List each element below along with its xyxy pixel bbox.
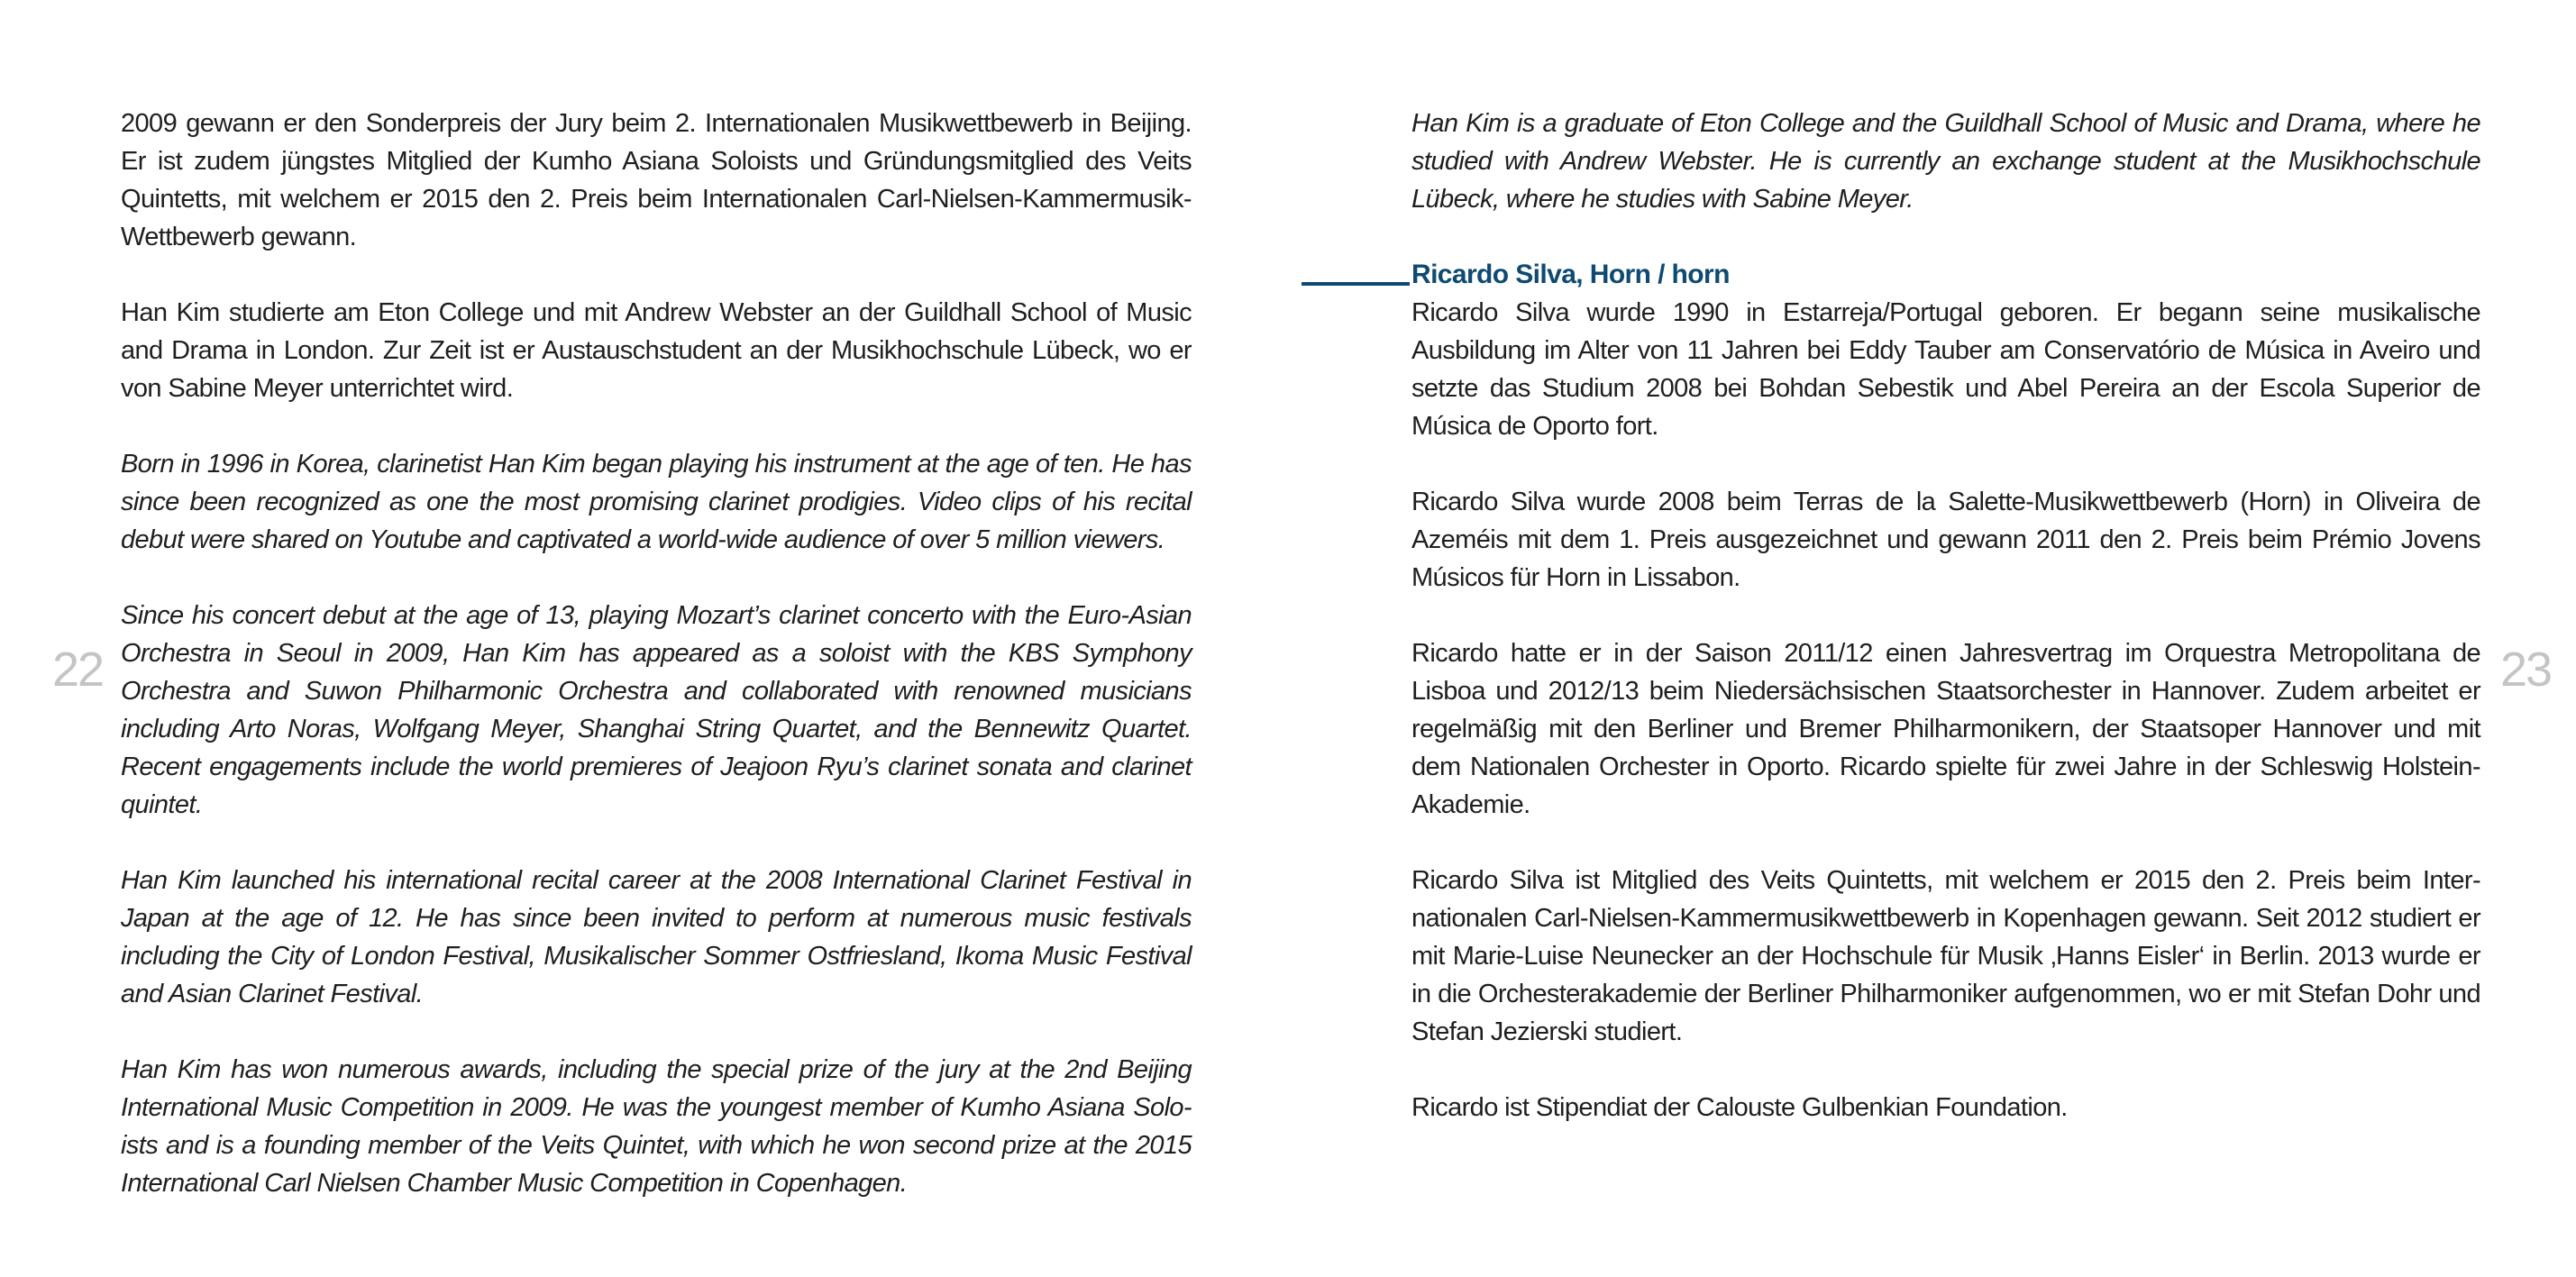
page-number-left: 22 [52,643,104,697]
paragraph: Ricardo Silva wurde 1990 in Estarreja/Portugal geboren. Er begann seine musikalische Ausbildung im Alter von 11 Jahren bei Eddy Tauber am Conservatório de Música in Aveiro und setzte das Studium 2008 bei Bohdan Sebestik und Abel Pereira an der Escola Superior de Música de Oporto fort. [1411,298,2480,441]
section-heading: Ricardo Silva, Horn / horn [1411,260,1730,289]
paragraph: 2009 gewann er den Sonderpreis der Jury beim 2. Internationalen Musikwettbewerb in Beijing. Er ist zudem jüngstes Mitglied der Kumho Asiana Soloists und Gründungsmitglied des Veits Quintetts, mit welchem er 2015 den 2. Preis beim Internationalen Carl-Nielsen-Kammermusik-Wettbewerb gewann. [121,109,1192,251]
paragraph: Ricardo Silva wurde 2008 beim Terras de la Salette-Musikwettbewerb (Horn) in Oliveira de Azeméis mit dem 1. Preis ausgezeichnet und gewann 2011 den 2. Preis beim Prémio Jovens Músicos für Horn in Lissabon. [1411,488,2480,592]
left-page-column [121,105,1192,1240]
paragraph: Born in 1996 in Korea, clarinetist Han Kim began playing his instrument at the age of ten. He has since been recognized as one the most promising clarinet prodigies. Video clips of his recital debut were shared on Youtube and captivated a world-wide audience of over 5 million viewers. [121,450,1192,554]
page-number-right: 23 [2500,643,2552,697]
paragraph: Han Kim launched his international recital career at the 2008 International Clarinet Festival in Japan at the age of 12. He has since been invited to perform at numerous music festivals including the City of London Festival, Musikalischer Sommer Ostfriesland, Ikoma Music Festival and Asian Clarinet Festival. [121,866,1192,1008]
paragraph: Han Kim has won numerous awards, including the special prize of the jury at the 2nd Beijing International Music Competition in 2009. He was the youngest member of Kumho Asiana Solo-ists and is a founding member of the Veits Quintet, with which he won second prize at the 2015 International Carl Nielsen Chamber Music Competition in Copenhagen. [121,1055,1192,1198]
paragraph: Han Kim studierte am Eton College und mit Andrew Webster an der Guildhall School of Music and Drama in London. Zur Zeit ist er Austauschstudent an der Musikhochschule Lübeck, wo er von Sabine Meyer unterrichtet wird. [121,298,1192,403]
paragraph: Since his concert debut at the age of 13, playing Mozart’s clarinet concerto with the Euro-Asian Orchestra in Seoul in 2009, Han Kim has appeared as a soloist with the KBS Symphony Orchestra and Suwon Philharmonic Orchestra and collaborated with renowned musicians including Arto Noras, Wolfgang Meyer, Shanghai String Quartet, and the Bennewitz Quartet. Recent engagements include the world premieres of Jeajoon Ryu’s clarinet sonata and clarinet quintet. [121,601,1192,819]
right-page-column [1411,105,2480,1164]
intro-paragraph: Han Kim is a graduate of Eton College and the Guildhall School of Music and Drama, where he studied with Andrew Webster. He is currently an exchange student at the Musikhochschule Lübeck, where he studies with Sabine Meyer. [1411,109,2480,214]
paragraph: Ricardo ist Stipendiat der Calouste Gulbenkian Foundation. [1411,1093,2068,1122]
section-accent-line [1302,282,1410,286]
paragraph: Ricardo hatte er in der Saison 2011/12 einen Jahresvertrag im Orquestra Metropolitana de Lisboa und 2012/13 beim Niedersächsischen Staatsorchester in Hannover. Zudem arbeitet er regelmäßig mit den Berliner und Bremer Philharmonikern, der Staatsoper Hannover und mit dem Nationalen Orchester in Oporto. Ricardo spielte für zwei Jahre in der Schleswig Holstein-Akademie. [1411,639,2480,819]
paragraph: Ricardo Silva ist Mitglied des Veits Quintetts, mit welchem er 2015 den 2. Preis beim Inter-nationalen Carl-Nielsen-Kammermusikwettbewerb in Kopenhagen gewann. Seit 2012 studiert er mit Marie-Luise Neunecker an der Hochschule für Musik ‚Hanns Eisler‘ in Berlin. 2013 wurde er in die Orchesterakademie der Berliner Philharmoniker aufgenommen, wo er mit Stefan Dohr und Stefan Jezierski studiert. [1411,866,2480,1046]
